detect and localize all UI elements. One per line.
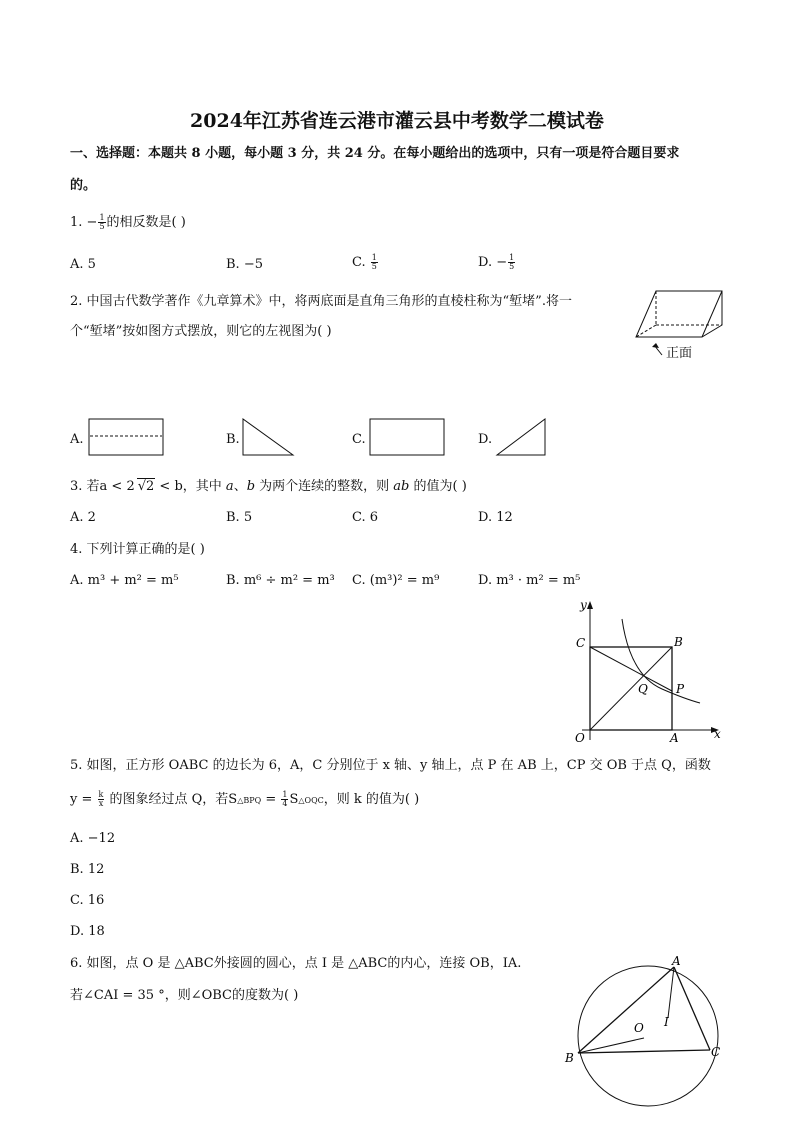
svg-text:B: B: [565, 1051, 574, 1065]
q5-stem-line1: 5. 如图，正方形 OABC 的边长为 6，A，C 分别位于 x 轴、y 轴上，点 P 在 AB 上，CP 交 OB 于点 Q，函数: [70, 758, 711, 773]
q1-option-a[interactable]: A. 5: [70, 257, 96, 272]
q6-stem-line2: 若∠CAI = 35 °，则∠OBC的度数为( ): [70, 988, 299, 1003]
q4-option-b[interactable]: B. m⁶ ÷ m² = m³: [226, 573, 335, 588]
svg-text:x: x: [714, 727, 721, 741]
svg-text:A: A: [670, 731, 679, 745]
q5-option-d[interactable]: D. 18: [70, 924, 105, 939]
q5-stem-line2: y = $\frac{k}{x}$ 的图象经过点 Q，若S△BPQ = $\frac{1}{4}$ S△OQC，则 k 的值为( ): [70, 790, 420, 808]
q4-option-d[interactable]: D. m³ · m² = m⁵: [478, 573, 581, 588]
svg-text:A: A: [672, 954, 681, 968]
q5-square-figure: [560, 595, 730, 750]
q4-option-c[interactable]: C. (m³)² = m⁹: [352, 573, 440, 588]
q2-option-c[interactable]: C.: [352, 432, 366, 447]
q1-option-d[interactable]: D. − $\frac{1}{5}$: [478, 253, 515, 271]
q3-stem: 3. 若a < 2 √2 < b，其中 a、b 为两个连续的整数，则 ab 的值为( ): [70, 479, 467, 494]
q4-stem: 4. 下列计算正确的是( ): [70, 542, 205, 557]
q2-stem-line2: 个“堑堵”按如图方式摆放，则它的左视图为( ): [70, 324, 332, 339]
q6-circle-figure: [560, 950, 740, 1120]
svg-text:B: B: [674, 635, 683, 649]
svg-text:O: O: [634, 1021, 644, 1035]
svg-text:I: I: [664, 1015, 669, 1029]
q3-option-b[interactable]: B. 5: [226, 510, 253, 525]
q2-option-a-figure: [88, 418, 168, 458]
q1-stem: 1. − $\frac{1}{5}$ 的相反数是( ): [70, 213, 186, 231]
q5-option-c[interactable]: C. 16: [70, 893, 105, 908]
q1-option-c[interactable]: C. $\frac{1}{5}$: [352, 253, 377, 271]
svg-text:C: C: [576, 636, 586, 650]
q2-stem-line1: 2. 中国古代数学著作《九章算术》中，将两底面是直角三角形的直棱柱称为“堑堵”.将一: [70, 294, 572, 309]
q2-option-b-figure: [240, 418, 300, 458]
q5-option-a[interactable]: A. −12: [70, 831, 116, 846]
q4-option-a[interactable]: A. m³ + m² = m⁵: [70, 573, 179, 588]
svg-text:O: O: [575, 731, 585, 745]
q2-option-d[interactable]: D.: [478, 432, 493, 447]
q2-option-b[interactable]: B.: [226, 432, 240, 447]
q2-option-a[interactable]: A.: [70, 432, 84, 447]
q3-option-d[interactable]: D. 12: [478, 510, 513, 525]
section-heading-line2: 的。: [70, 178, 97, 193]
q3-option-c[interactable]: C. 6: [352, 510, 379, 525]
q5-option-b[interactable]: B. 12: [70, 862, 105, 877]
q3-option-a[interactable]: A. 2: [70, 510, 96, 525]
q2-option-d-figure: [494, 418, 554, 458]
front-label: 正面: [666, 346, 693, 361]
svg-text:P: P: [676, 682, 685, 696]
q1-fraction: $\frac{1}{5}$: [99, 213, 105, 231]
exam-title: 2024年江苏省连云港市灌云县中考数学二模试卷: [190, 110, 604, 132]
svg-text:Q: Q: [638, 682, 648, 696]
section-heading-line1: 一、选择题：本题共 8 小题，每小题 3 分，共 24 分。在每小题给出的选项中，只有一项是符合题目要求: [70, 146, 680, 161]
svg-text:y: y: [580, 598, 587, 612]
svg-text:C: C: [711, 1045, 721, 1059]
sqrt-radicand: √2: [137, 479, 155, 494]
q1-option-b[interactable]: B. −5: [226, 257, 263, 272]
q2-prism-figure: [630, 285, 730, 365]
q6-stem-line1: 6. 如图，点 O 是 △ABC外接圆的圆心，点 I 是 △ABC的内心，连接 OB，IA.: [70, 956, 522, 971]
q2-option-c-figure: [369, 418, 449, 458]
